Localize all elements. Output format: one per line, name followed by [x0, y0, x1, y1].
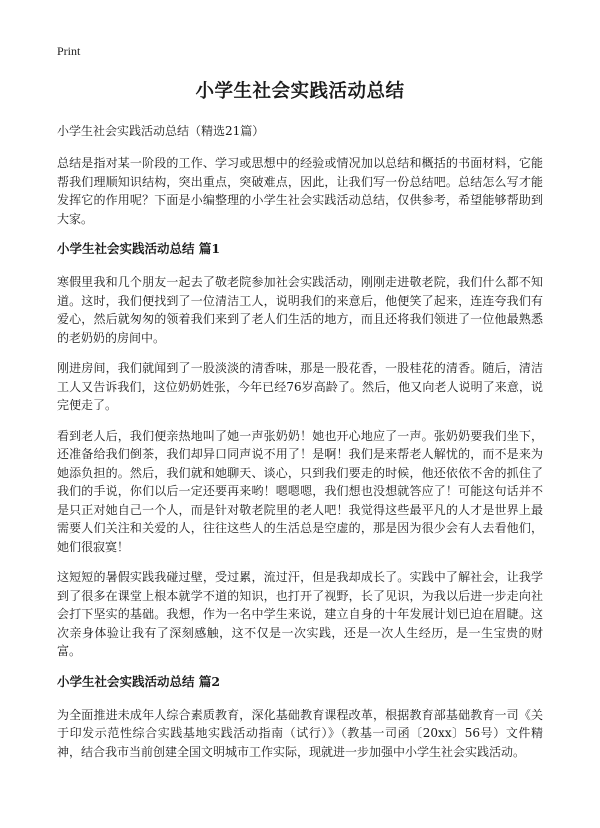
document-subtitle: 小学生社会实践活动总结（精选21篇）: [57, 124, 265, 138]
document-title: 小学生社会实践活动总结: [195, 81, 405, 102]
intro-paragraph: 总结是指对某一阶段的工作、学习或思想中的经验或情况加以总结和概括的书面材料，它能帮我们理顺知识结构，突出重点，突破难点，因此，让我们写一份总结吧。总结怎么写才能发挥它的作用呢？下面是小编整理的小学生社会实践活动总结，仅供参考，希望能够帮助到大家。: [57, 156, 543, 226]
section-heading-1: 小学生社会实践活动总结 篇1: [57, 241, 221, 256]
section-1-paragraph: 寒假里我和几个朋友一起去了敬老院参加社会实践活动，刚刚走进敬老院，我们什么都不知道。这时，我们便找到了一位清洁工人，说明我们的来意后，他便笑了起来，连连夸我们有爱心，然后就匆匆的领着我们来到了老人们生活的地方，而且还将我们领进了一位他最熟悉的老奶奶的房间中。: [57, 275, 543, 345]
print-link[interactable]: Print: [57, 44, 81, 58]
section-2-paragraph: 为全面推进未成年人综合素质教育，深化基础教育课程改革，根据教育部基础教育一司《关于印发示范性综合实践基地实践活动指南（试行）》（教基一司函〔20xx〕56号）文件精神，结合我市当前创建全国文明城市工作实际，现就进一步加强中小学生社会实践活动。: [57, 707, 543, 759]
section-1-paragraph: 看到老人后，我们便亲热地叫了她一声张奶奶！她也开心地应了一声。张奶奶要我们坐下，还准备给我们倒茶，我们却异口同声说不用了！是啊！我们是来帮老人解忧的，而不是来为她添负担的。然后，我们就和她聊天、谈心，只到我们要走的时候，他还依依不舍的抓住了我们的手说，你们以后一定还要再来哟！嗯嗯嗯，我们想也没想就答应了！可能这句话并不是只正对她自己一个人，而是针对敬老院里的老人吧！我觉得这些最平凡的人才是世界上最需要人们关注和关爱的人，往往这些人的生活总是空虚的，那是因为很少会有人去看他们，她们很寂寞！: [57, 428, 543, 554]
section-1-paragraph: 这短短的暑假实践我碰过壁，受过累，流过汗，但是我却成长了。实践中了解社会，让我学到了很多在课堂上根本就学不道的知识，也打开了视野，长了见识，为我以后进一步走向社会打下坚实的基础。我想，作为一名中学生来说，建立自身的十年发展计划已迫在眉睫。这次亲身体验让我有了深刻感触，这不仅是一次实践，还是一次人生经历，是一生宝贵的财富。: [57, 570, 543, 658]
section-heading-2: 小学生社会实践活动总结 篇2: [57, 673, 221, 689]
section-1-paragraph: 刚进房间，我们就闻到了一股淡淡的清香味，那是一股花香，一股桂花的清香。随后，清洁工人又告诉我们，这位奶奶姓张，今年已经76岁高龄了。然后，他又向老人说明了来意，说完便走了。: [57, 361, 543, 412]
document-body: [57, 80, 543, 773]
